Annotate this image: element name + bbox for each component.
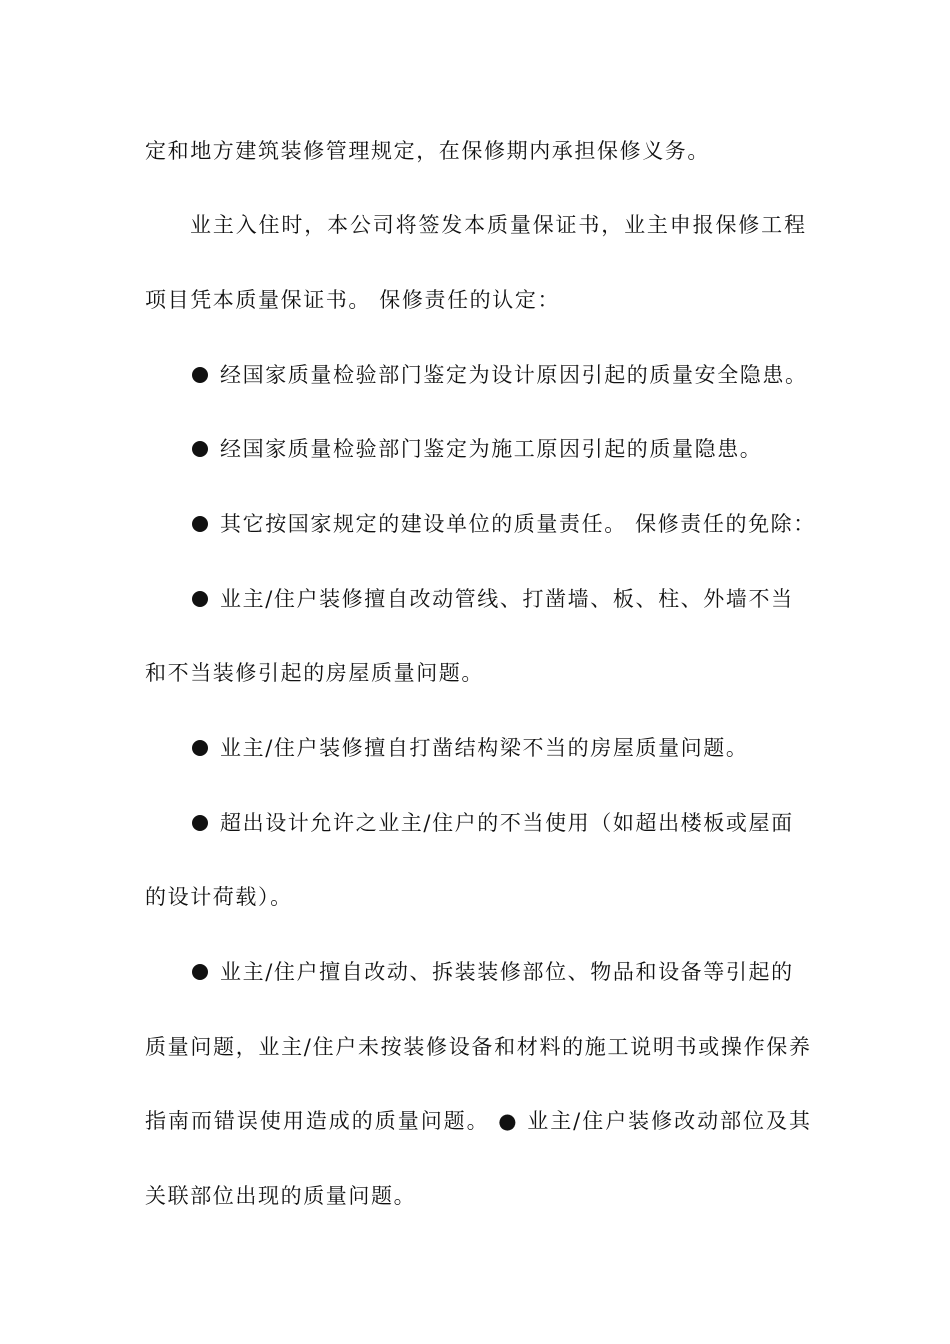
bullet-item-2 — [192, 434, 804, 464]
line-text: 业主/住户装修擅自改动管线、打凿墙、板、柱、外墙不当 — [220, 587, 794, 611]
text-line-14 — [145, 1106, 810, 1136]
bullet-item-4 — [192, 584, 804, 614]
text-line-15 — [145, 1181, 810, 1211]
text-line-2 — [190, 210, 805, 240]
text-line-11 — [145, 882, 810, 912]
line-text: 经国家质量检验部门鉴定为设计原因引起的质量安全隐患。 — [220, 363, 808, 387]
bullet-item-7 — [192, 957, 804, 987]
line-text: 业主/住户装修擅自打凿结构梁不当的房屋质量问题。 — [220, 736, 749, 760]
line-text: 的设计荷载）。 — [145, 885, 293, 909]
bullet-dot-icon — [192, 964, 208, 980]
bullet-dot-icon — [192, 815, 208, 831]
text-line-8 — [145, 658, 810, 688]
line-text: 业主入住时，本公司将签发本质量保证书，业主申报保修工程 — [190, 213, 805, 237]
line-text: 经国家质量检验部门鉴定为施工原因引起的质量隐患。 — [220, 437, 763, 461]
bullet-dot-icon — [192, 591, 208, 607]
line-text: 定和地方建筑装修管理规定，在保修期内承担保修义务。 — [145, 139, 710, 163]
bullet-item-1 — [192, 360, 808, 390]
bullet-item-3 — [192, 509, 816, 539]
text-line-1 — [145, 136, 810, 166]
line-text: 项目凭本质量保证书。 保修责任的认定： — [145, 288, 561, 312]
line-text: 和不当装修引起的房屋质量问题。 — [145, 661, 484, 685]
text-line-13 — [145, 1032, 810, 1062]
bullet-dot-icon — [192, 367, 208, 383]
line-text: 关联部位出现的质量问题。 — [145, 1184, 417, 1208]
text-line-3 — [145, 285, 810, 315]
bullet-item-5 — [192, 733, 804, 763]
line-text: 超出设计允许之业主/住户的不当使用（如超出楼板或屋面 — [220, 811, 794, 835]
bullet-dot-icon — [192, 441, 208, 457]
bullet-dot-icon — [192, 516, 208, 532]
line-text: 指南而错误使用造成的质量问题。 ● 业主/住户装修改动部位及其 — [145, 1109, 810, 1133]
bullet-item-6 — [192, 808, 804, 838]
line-text: 业主/住户擅自改动、拆装装修部位、物品和设备等引起的 — [220, 960, 794, 984]
line-text: 其它按国家规定的建设单位的质量责任。 保修责任的免除： — [220, 512, 816, 536]
line-text: 质量问题，业主/住户未按装修设备和材料的施工说明书或操作保养 — [145, 1035, 810, 1059]
bullet-dot-icon — [192, 740, 208, 756]
